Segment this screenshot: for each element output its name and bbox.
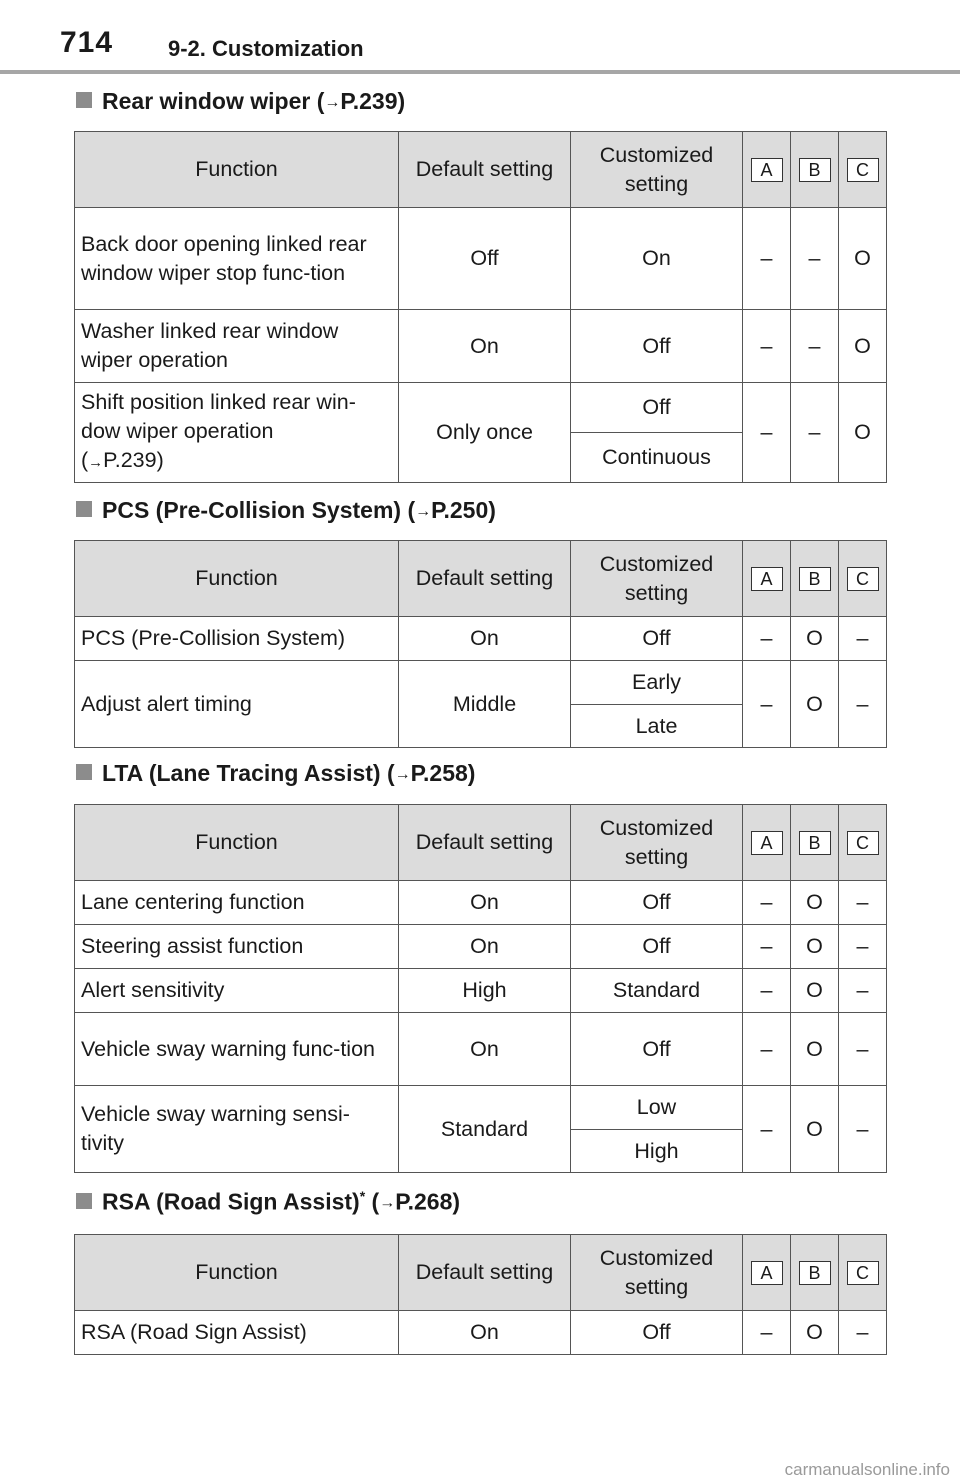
col-b	[791, 805, 839, 881]
letter-a-box: A	[751, 1261, 783, 1285]
table-header-row	[75, 541, 887, 617]
col-b	[791, 132, 839, 208]
section-heading-pcs: PCS (Pre-Collision System) (→P.250)	[76, 497, 496, 524]
table-row: Steering assist function On Off – O –	[75, 925, 887, 969]
arrow-right-icon: →	[415, 503, 432, 520]
table-subrow: Late	[75, 705, 887, 748]
col-default: Default setting	[399, 541, 571, 617]
col-c	[839, 541, 887, 617]
table-header-row	[75, 805, 887, 881]
col-b	[791, 541, 839, 617]
watermark: carmanualsonline.info	[784, 1460, 950, 1479]
section-heading-rear-wiper: Rear window wiper (→P.239)	[76, 88, 405, 115]
square-bullet-icon	[76, 501, 92, 517]
letter-c-box: C	[847, 567, 879, 591]
page-ref: P.258)	[410, 760, 476, 786]
square-bullet-icon	[76, 764, 92, 780]
table-row: Washer linked rear window wiper operation On Off – – O	[75, 310, 887, 383]
section-heading-lta: LTA (Lane Tracing Assist) (→P.258)	[76, 760, 475, 787]
col-function: Function	[75, 1235, 399, 1311]
col-a	[743, 1235, 791, 1311]
letter-a-box: A	[751, 158, 783, 182]
col-a	[743, 541, 791, 617]
table-row: Lane centering function On Off – O –	[75, 881, 887, 925]
col-function: Function	[75, 541, 399, 617]
arrow-right-icon: →	[324, 94, 341, 111]
letter-a-box: A	[751, 831, 783, 855]
col-custom: Customized setting	[571, 132, 743, 208]
col-a	[743, 805, 791, 881]
table-row: Adjust alert timing Middle Early – O –	[75, 661, 887, 705]
table-row: Vehicle sway warning sensi-tivity Standard Low – O –	[75, 1086, 887, 1130]
table-header-row	[75, 132, 887, 208]
header-rule	[0, 70, 960, 74]
col-a	[743, 132, 791, 208]
table-row: Back door opening linked rear window wiper stop func-tion Off On – – O	[75, 208, 887, 310]
table-row: Shift position linked rear win-dow wiper operation (→P.239) Only once Off – – O	[75, 383, 887, 433]
arrow-right-icon: →	[88, 454, 104, 471]
table-row: RSA (Road Sign Assist) On Off – O –	[75, 1311, 887, 1355]
col-custom: Customized setting	[571, 805, 743, 881]
pcs-table	[74, 540, 887, 748]
function-cell: Shift position linked rear win-dow wiper operation (→P.239)	[75, 383, 399, 483]
letter-b-box: B	[799, 567, 831, 591]
letter-a-box: A	[751, 567, 783, 591]
lta-table	[74, 804, 887, 1173]
chapter-title: 9-2. Customization	[168, 36, 364, 61]
table-subrow: Continuous	[75, 433, 887, 483]
col-function: Function	[75, 805, 399, 881]
square-bullet-icon	[76, 1193, 92, 1209]
col-default: Default setting	[399, 805, 571, 881]
table-header-row	[75, 1235, 887, 1311]
table-row: PCS (Pre-Collision System) On Off – O –	[75, 617, 887, 661]
col-c	[839, 805, 887, 881]
square-bullet-icon	[76, 92, 92, 108]
arrow-right-icon: →	[379, 1194, 396, 1212]
rear-wiper-table	[74, 131, 887, 483]
letter-b-box: B	[799, 158, 831, 182]
letter-b-box: B	[799, 1261, 831, 1285]
letter-c-box: C	[847, 831, 879, 855]
rsa-table	[74, 1234, 887, 1355]
table-row: Alert sensitivity High Standard – O –	[75, 969, 887, 1013]
letter-c-box: C	[847, 158, 879, 182]
col-b	[791, 1235, 839, 1311]
table-row: Vehicle sway warning func-tion On Off – O –	[75, 1013, 887, 1086]
page-ref: P.239)	[340, 88, 406, 114]
letter-b-box: B	[799, 831, 831, 855]
arrow-right-icon: →	[394, 766, 411, 783]
col-function: Function	[75, 132, 399, 208]
page-ref: P.268)	[395, 1188, 461, 1215]
col-custom: Customized setting	[571, 1235, 743, 1311]
section-heading-rsa: RSA (Road Sign Assist)* (→P.268)	[76, 1188, 460, 1216]
letter-c-box: C	[847, 1261, 879, 1285]
col-c	[839, 132, 887, 208]
col-default: Default setting	[399, 132, 571, 208]
col-default: Default setting	[399, 1235, 571, 1311]
col-custom: Customized setting	[571, 541, 743, 617]
col-c	[839, 1235, 887, 1311]
page-number: 714	[60, 26, 114, 59]
page-ref: P.250)	[431, 497, 496, 523]
page-header	[0, 0, 960, 74]
footnote-star: *	[359, 1188, 366, 1204]
table-subrow: High	[75, 1130, 887, 1173]
